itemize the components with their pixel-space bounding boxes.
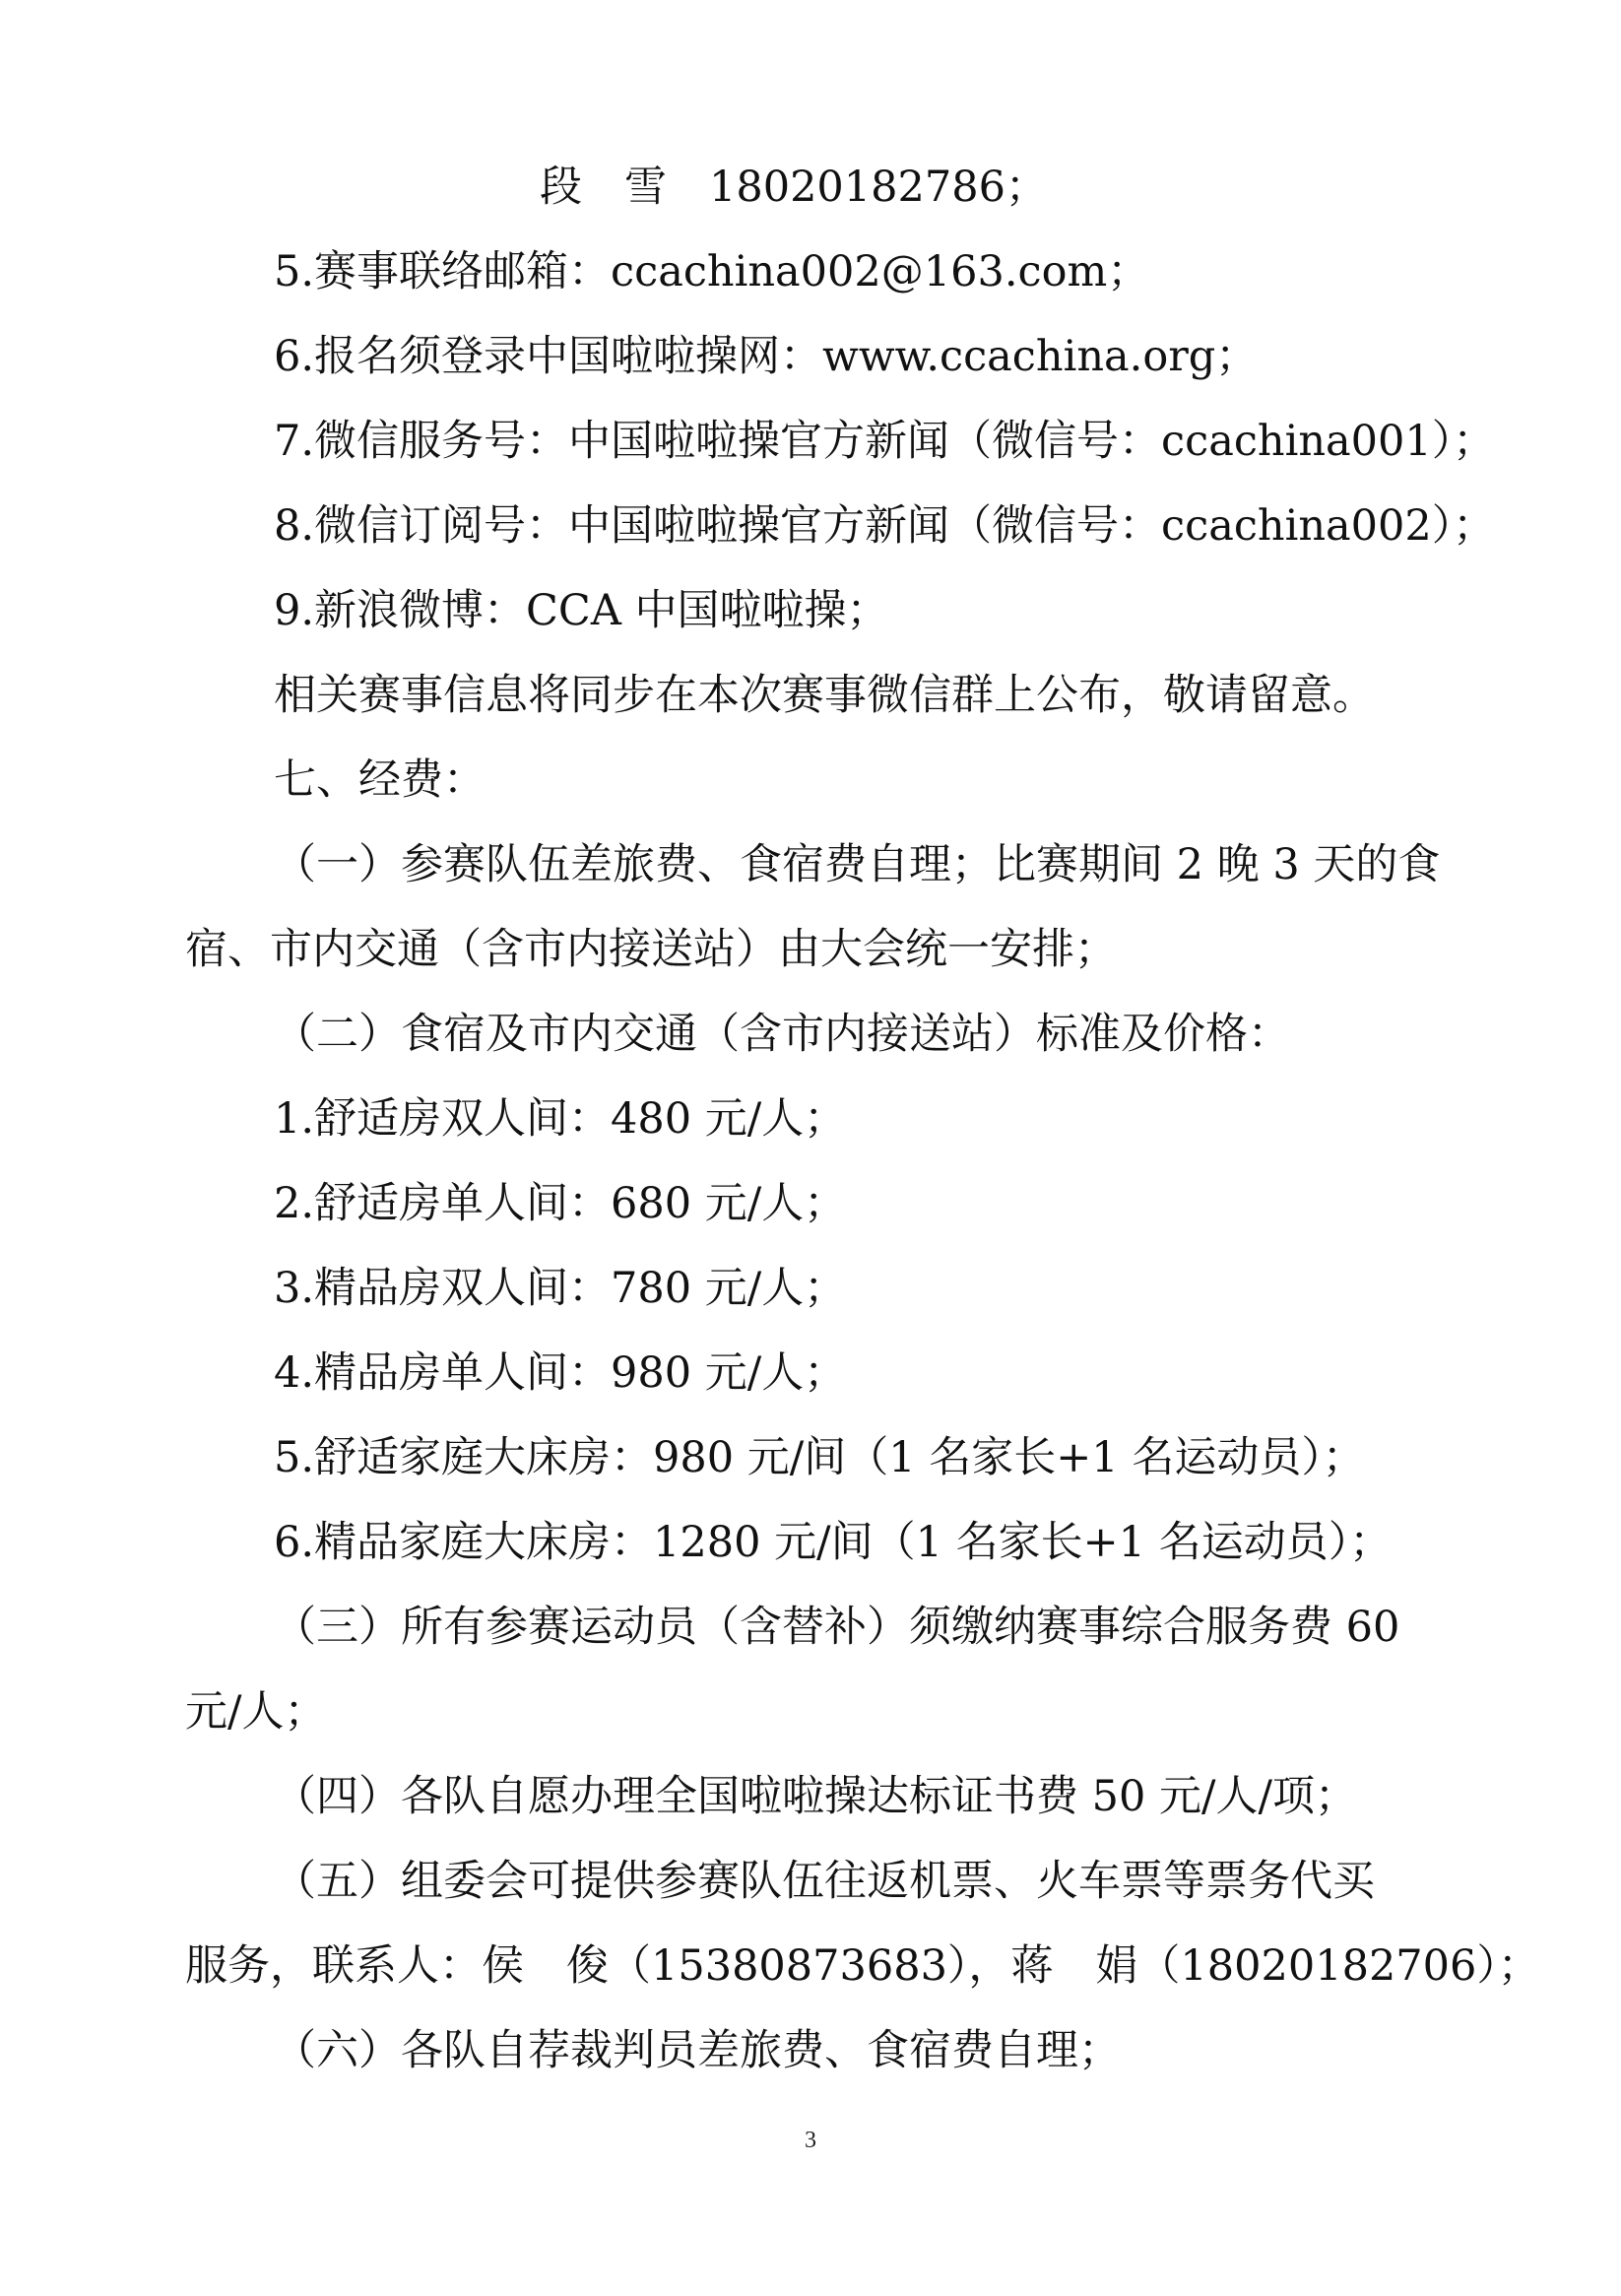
expense-clause-3-line-1: （三）所有参赛运动员（含替补）须缴纳赛事综合服务费 60 [274, 1603, 1400, 1652]
item-wechat-service-account: 7.微信服务号：中国啦啦操官方新闻（微信号：ccachina001）； [274, 417, 1496, 466]
room-price-comfort-double: 1.舒适房双人间：480 元/人； [274, 1094, 847, 1144]
room-price-comfort-family: 5.舒适家庭大床房：980 元/间（1 名家长+1 名运动员）； [274, 1433, 1365, 1482]
section-heading-expenses: 七、经费： [274, 755, 486, 805]
item-sina-weibo: 9.新浪微博：CCA 中国啦啦操； [274, 586, 889, 635]
room-price-premium-family: 6.精品家庭大床房：1280 元/间（1 名家长+1 名运动员）； [274, 1518, 1393, 1567]
expense-clause-5-line-2: 服务，联系人：侯 俊（15380873683），蒋 娟（18020182706）； [185, 1941, 1540, 1991]
expense-clause-3-line-2: 元/人； [185, 1687, 327, 1737]
expense-clause-1-line-1: （一）参赛队伍差旅费、食宿费自理；比赛期间 2 晚 3 天的食 [274, 840, 1441, 889]
expense-clause-2: （二）食宿及市内交通（含市内接送站）标准及价格： [274, 1010, 1290, 1059]
expense-clause-5-line-1: （五）组委会可提供参赛队伍往返机票、火车票等票务代买 [274, 1857, 1375, 1906]
expense-clause-4: （四）各队自愿办理全国啦啦操达标证书费 50 元/人/项； [274, 1772, 1358, 1821]
item-wechat-subscription-account: 8.微信订阅号：中国啦啦操官方新闻（微信号：ccachina002）； [274, 501, 1496, 551]
room-price-premium-double: 3.精品房双人间：780 元/人； [274, 1264, 847, 1313]
notice-wechat-group: 相关赛事信息将同步在本次赛事微信群上公布，敬请留意。 [274, 671, 1375, 720]
expense-clause-6: （六）各队自荐裁判员差旅费、食宿费自理； [274, 2026, 1121, 2075]
expense-clause-1-line-2: 宿、市内交通（含市内接送站）由大会统一安排； [185, 925, 1117, 974]
item-contact-email: 5.赛事联络邮箱：ccachina002@163.com； [274, 247, 1150, 296]
item-registration-website: 6.报名须登录中国啦啦操网：www.ccachina.org； [274, 332, 1259, 381]
page-number: 3 [805, 2128, 816, 2153]
contact-line-duan-xue: 段 雪 18020182786； [540, 163, 1048, 212]
room-price-comfort-single: 2.舒适房单人间：680 元/人； [274, 1179, 847, 1228]
room-price-premium-single: 4.精品房单人间：980 元/人； [274, 1348, 847, 1398]
